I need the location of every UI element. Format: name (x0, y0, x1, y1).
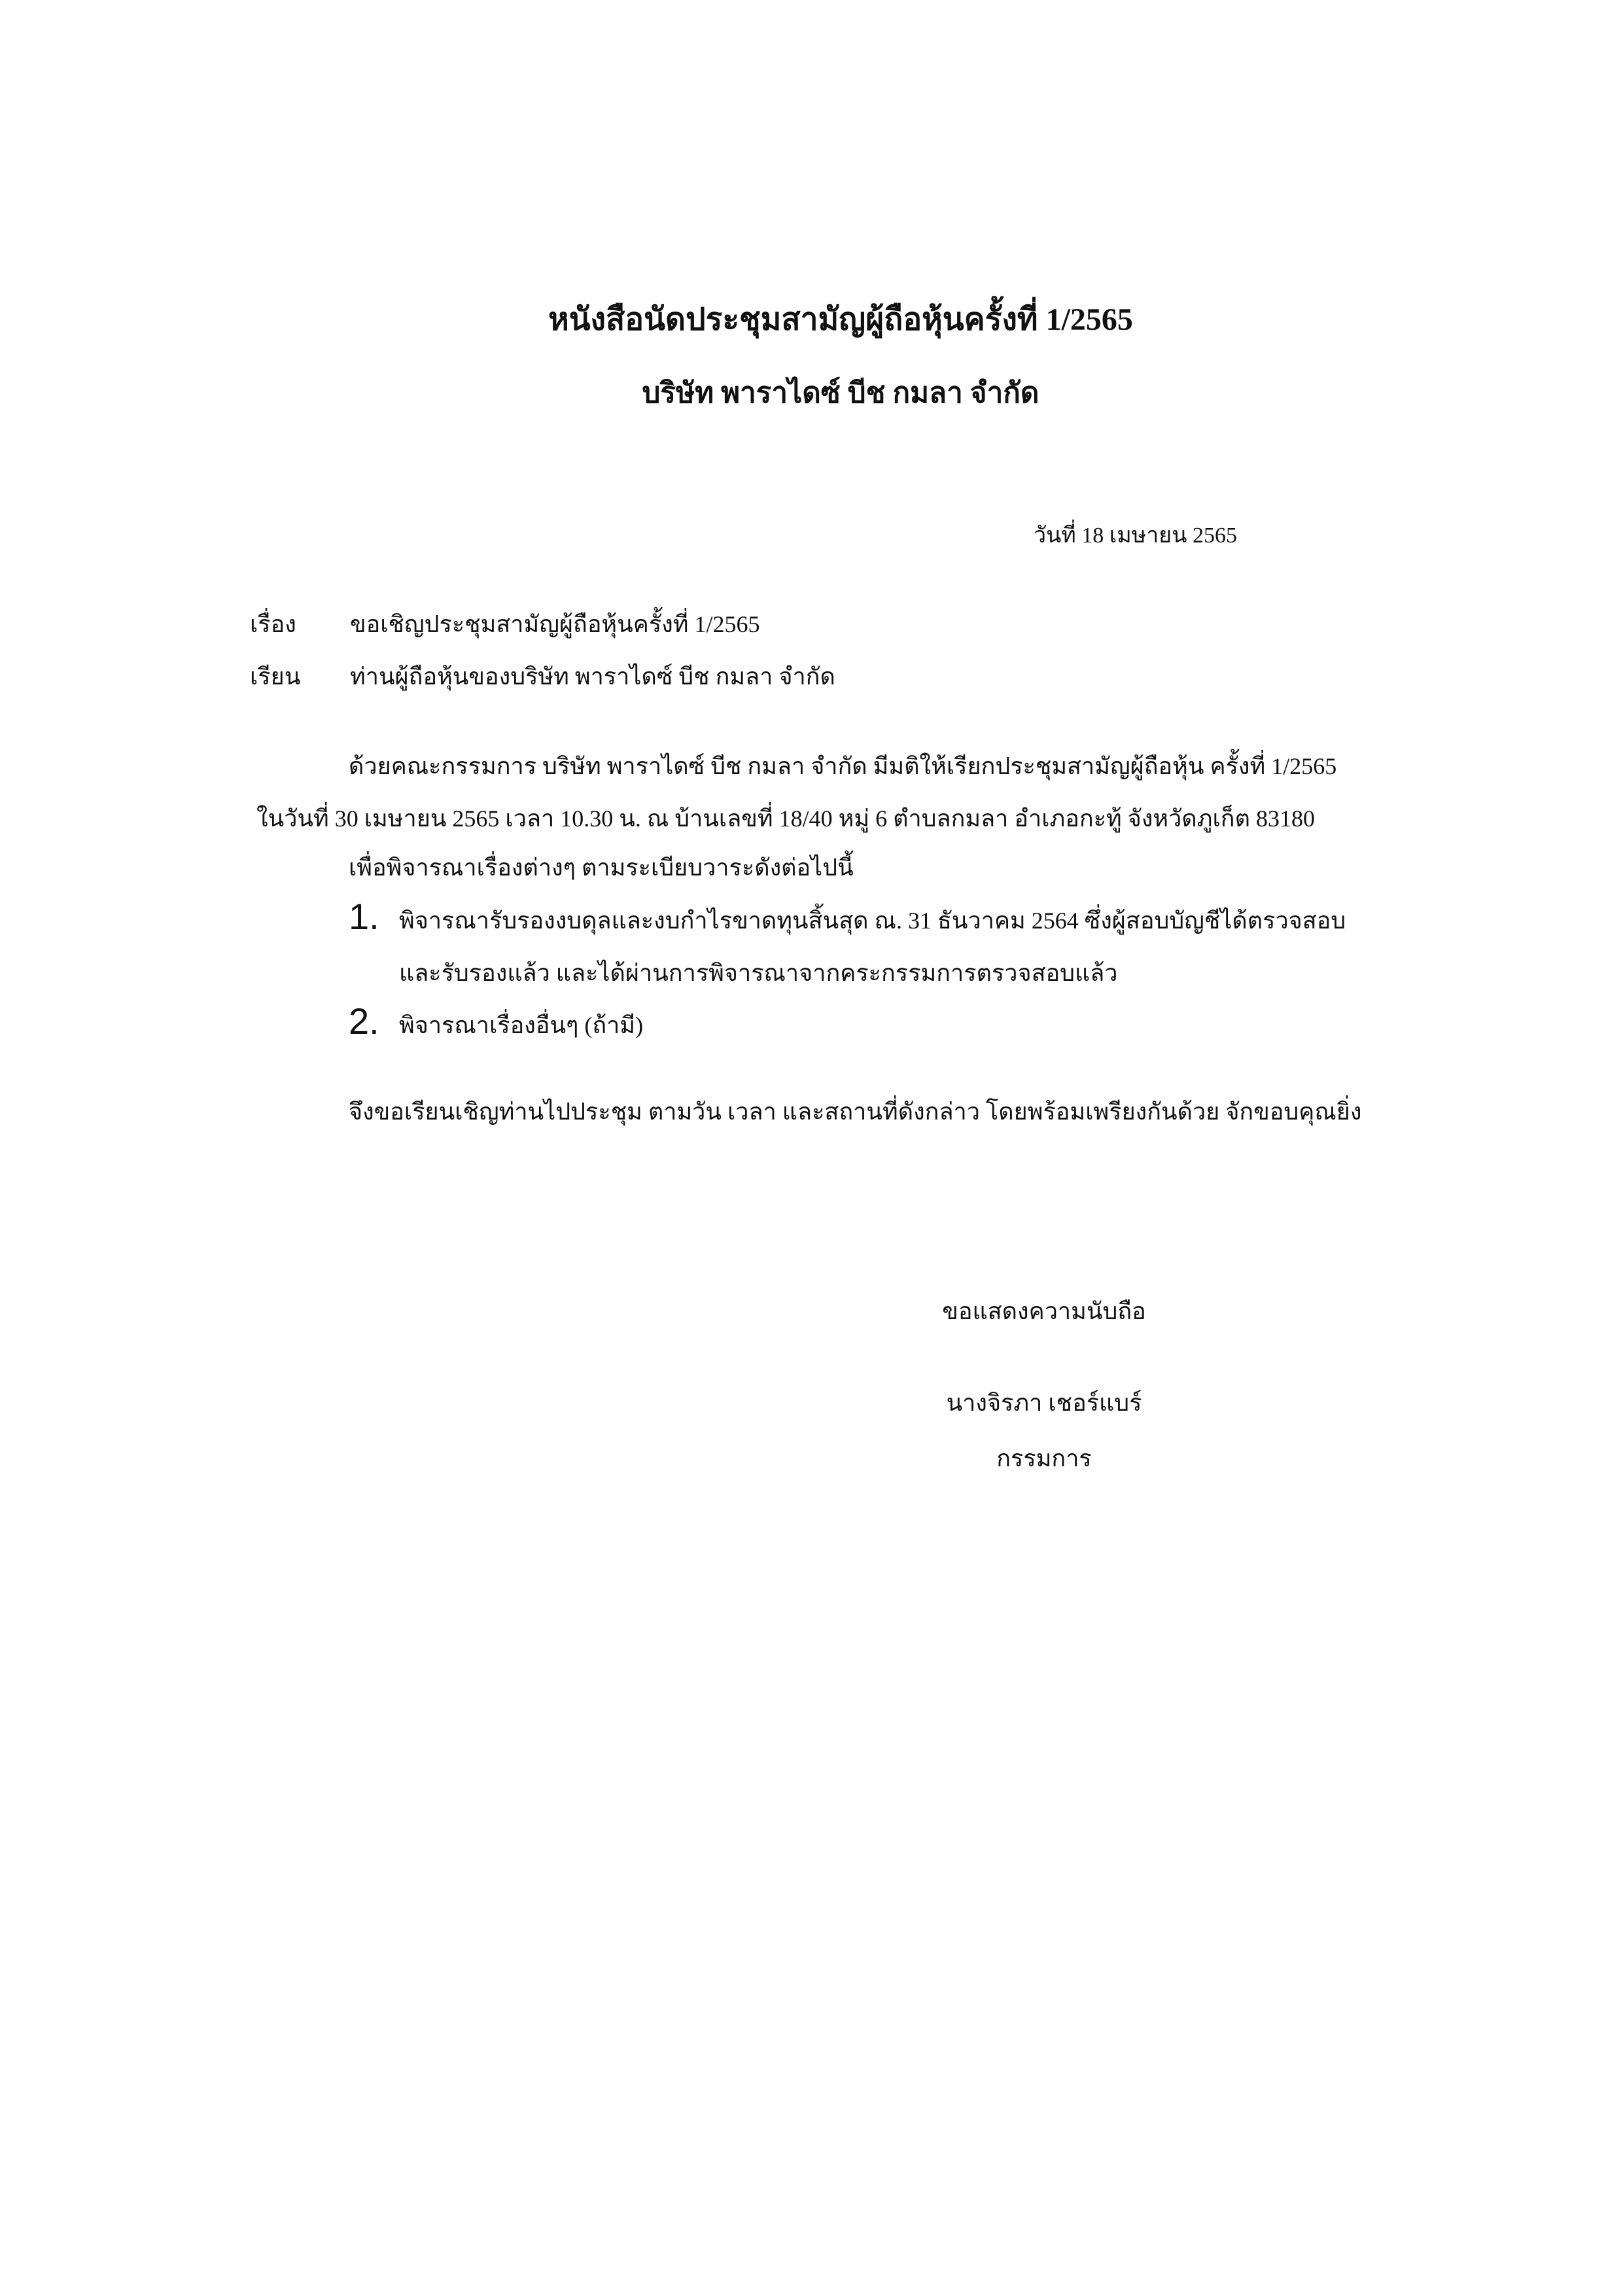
body-paragraph-line: เพื่อพิจารณาเรื่องต่างๆ ตามระเบียบวาระดังต่อไปนี้ (349, 855, 854, 881)
agenda-item-continuation: และรับรองแล้ว และได้ผ่านการพิจารณาจากคระกรรมการตรวจสอบแล้ว (399, 960, 1118, 986)
recipient-value: ท่านผู้ถือหุ้นของบริษัท พาราไดซ์ บีช กมลา จำกัด (350, 663, 835, 690)
signature-role: กรรมการ (996, 1445, 1092, 1472)
letter-date: วันที่ 18 เมษายน 2565 (1034, 523, 1237, 548)
recipient-label: เรียน (250, 663, 301, 690)
agenda-item-number: 2. (349, 1000, 379, 1042)
signature-regards: ขอแสดงความนับถือ (942, 1298, 1146, 1324)
agenda-item-text: พิจารณาเรื่องอื่นๆ (ถ้ามี) (399, 1012, 644, 1038)
agenda-item-number: 1. (349, 896, 379, 937)
closing-paragraph: จึงขอเรียนเชิญท่านไปประชุม ตามวัน เวลา และสถานที่ดังกล่าว โดยพร้อมเพรียงกันด้วย จักขอบคุณยิ่ง (349, 1099, 1362, 1125)
document-title: หนังสือนัดประชุมสามัญผู้ถือหุ้นครั้งที่ 1/2565 (548, 302, 1133, 337)
company-name: บริษัท พาราไดซ์ บีช กมลา จำกัด (642, 377, 1039, 409)
body-paragraph-line: ด้วยคณะกรรมการ บริษัท พาราไดซ์ บีช กมลา จำกัด มีมติให้เรียกประชุมสามัญผู้ถือหุ้น ครั้งที่ 1/2565 (349, 753, 1337, 779)
body-paragraph-line: ในวันที่ 30 เมษายน 2565 เวลา 10.30 น. ณ บ้านเลขที่ 18/40 หมู่ 6 ตำบลกมลา อำเภอกะทู้ จังหวัดภูเก็ต 83180 (256, 805, 1315, 832)
signature-name: นางจิรภา เชอร์แบร์ (946, 1390, 1142, 1416)
agenda-item-text: พิจารณารับรองงบดุลและงบกำไรขาดทุนสิ้นสุด ณ. 31 ธันวาคม 2564 ซึ่งผู้สอบบัญชีได้ตรวจสอบ (399, 908, 1346, 934)
subject-label: เรื่อง (250, 611, 296, 637)
subject-value: ขอเชิญประชุมสามัญผู้ถือหุ้นครั้งที่ 1/2565 (350, 611, 760, 637)
